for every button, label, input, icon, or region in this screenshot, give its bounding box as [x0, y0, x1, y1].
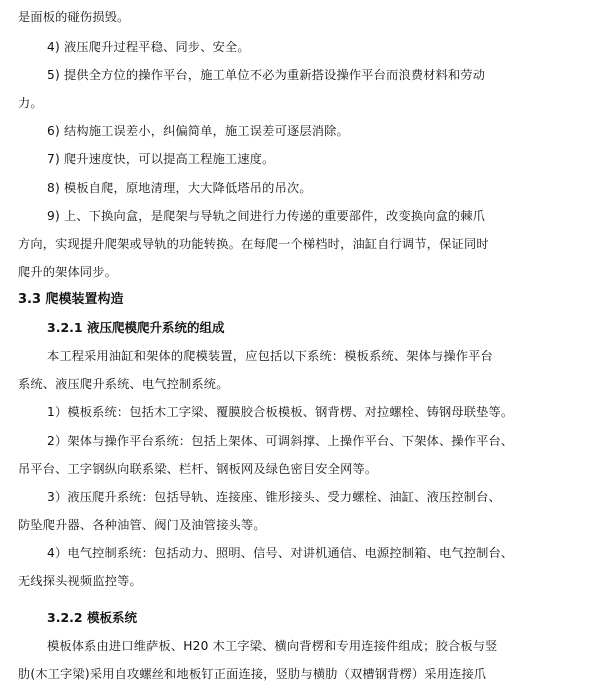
subsection-heading-3-2-1: 3.2.1 液压爬模爬升系统的组成: [47, 320, 225, 335]
list-item-9-line-2: 方向，实现提升爬架或导轨的功能转换。在每爬一个梯档时，油缸自行调节，保证同时: [18, 237, 489, 251]
section-heading-3-3: 3.3 爬模装置构造: [18, 292, 124, 307]
list-item-8: 8) 模板自爬，原地清理，大大降低塔吊的吊次。: [47, 181, 312, 195]
system-item-3-line-1: 3）液压爬升系统：包括导轨、连接座、锥形接头、受力螺栓、油缸、液压控制台、: [47, 490, 501, 504]
list-item-9-line-3: 爬升的架体同步。: [18, 265, 118, 279]
system-item-4-line-1: 4）电气控制系统：包括动力、照明、信号、对讲机通信、电源控制箱、电气控制台、: [47, 546, 514, 560]
list-item-6: 6) 结构施工误差小，纠偏简单，施工误差可逐层消除。: [47, 124, 349, 138]
paragraph-line: 系统、液压爬升系统、电气控制系统。: [18, 377, 229, 391]
system-item-2-line-1: 2）架体与操作平台系统：包括上架体、可调斜撑、上操作平台、下架体、操作平台、: [47, 434, 514, 448]
list-item-7: 7) 爬升速度快，可以提高工程施工速度。: [47, 152, 275, 166]
system-item-4-line-2: 无线探头视频监控等。: [18, 574, 142, 588]
system-item-1: 1）模板系统：包括木工字梁、覆膜胶合板模板、钢背楞、对拉螺栓、铸钢母联垫等。: [47, 405, 514, 419]
paragraph-line: 是面板的碰伤损毁。: [18, 10, 130, 24]
list-item-9-line-1: 9) 上、下换向盒，是爬架与导轨之间进行力传递的重要部件，改变换向盒的棘爪: [47, 209, 486, 223]
paragraph-line: 模板体系由进口维萨板、H20 木工字梁、横向背楞和专用连接件组成；胶合板与竖: [47, 639, 498, 653]
paragraph-line: 肋(木工字梁)采用自攻螺丝和地板钉正面连接，竖肋与横肋（双槽钢背楞）采用连接爪: [18, 667, 487, 681]
list-item-5-line-2: 力。: [18, 96, 43, 110]
system-item-3-line-2: 防坠爬升器、各种油管、阀门及油管接头等。: [18, 518, 266, 532]
list-item-5-line-1: 5) 提供全方位的操作平台，施工单位不必为重新搭设操作平台而浪费材料和劳动: [47, 68, 486, 82]
list-item-4: 4) 液压爬升过程平稳、同步、安全。: [47, 40, 250, 54]
paragraph-line: 本工程采用油缸和架体的爬模装置，应包括以下系统：模板系统、架体与操作平台: [47, 349, 493, 363]
subsection-heading-3-2-2: 3.2.2 模板系统: [47, 610, 137, 625]
system-item-2-line-2: 吊平台、工字钢纵向联系梁、栏杆、钢板网及绿色密目安全网等。: [18, 462, 378, 476]
